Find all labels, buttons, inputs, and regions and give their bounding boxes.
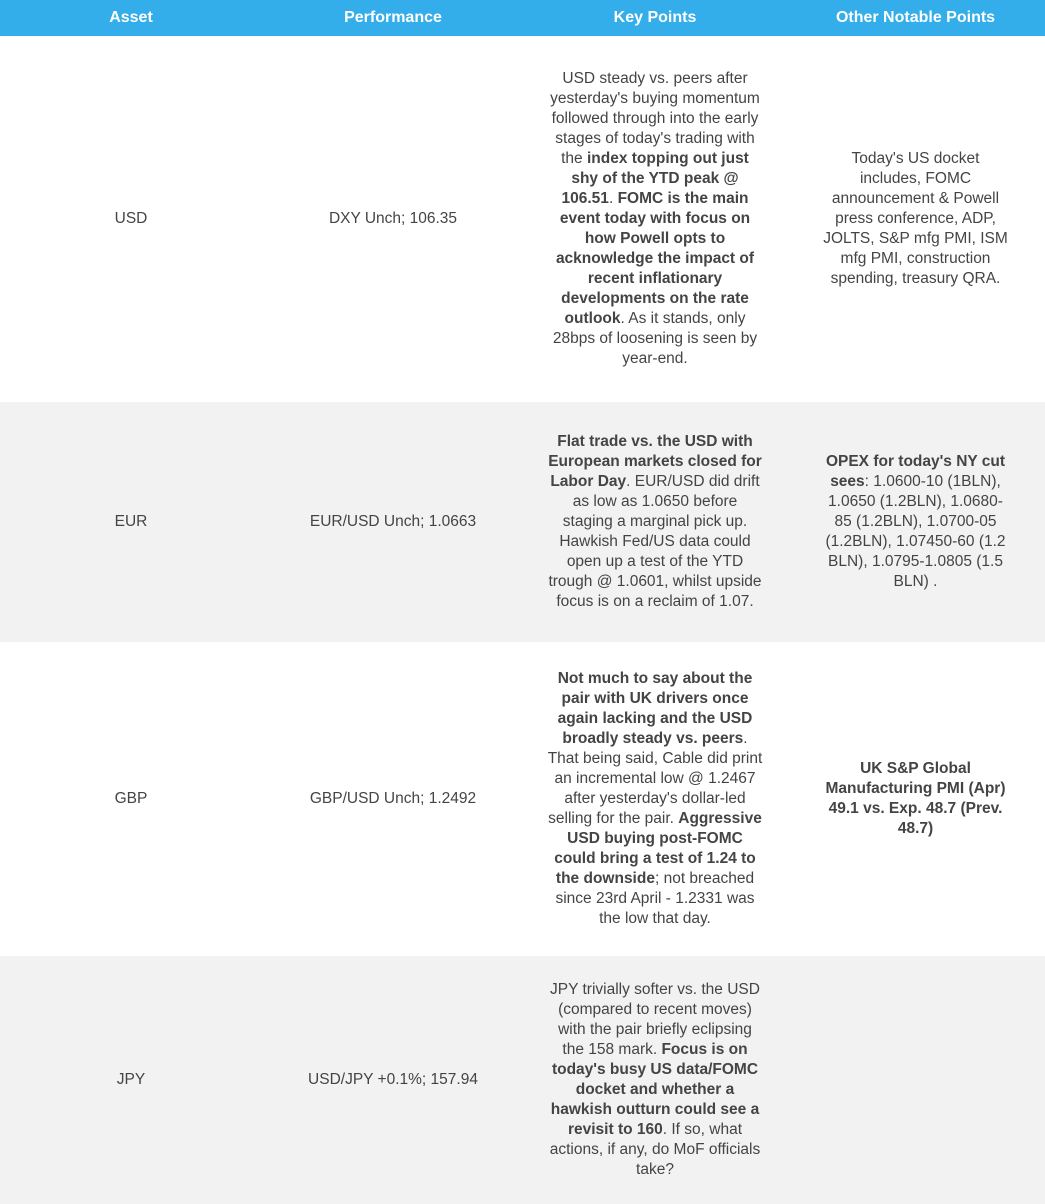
performance-cell: GBP/USD Unch; 1.2492 <box>262 642 524 956</box>
other-points-text: Today's US docket includes, FOMC announcement & Powell press conference, ADP, JOLTS, S&P mfg PMI, ISM mfg PMI, construction spending, treasury QRA. <box>823 150 1008 287</box>
other-points-cell <box>786 642 1045 956</box>
asset-cell: JPY <box>0 956 262 1204</box>
key-points-cell <box>524 402 786 642</box>
key-points-text: JPY trivially softer vs. the USD (compared to recent moves) with the pair briefly eclipsing the 158 mark. Focus is on today's busy US data/FOMC docket and whether a hawkish outturn could see a revisit to 160. If so, what actions, if any, do MoF officials take? <box>549 981 761 1178</box>
other-points-cell <box>786 402 1045 642</box>
header-other-notable-points: Other Notable Points <box>786 0 1045 36</box>
header-asset: Asset <box>0 0 262 36</box>
key-points-cell <box>524 956 786 1204</box>
table-row <box>0 956 1045 1204</box>
table-row <box>0 402 1045 642</box>
performance-cell: DXY Unch; 106.35 <box>262 36 524 402</box>
other-points-cell <box>786 956 1045 1204</box>
key-points-cell <box>524 642 786 956</box>
table-row <box>0 642 1045 956</box>
performance-cell: USD/JPY +0.1%; 157.94 <box>262 956 524 1204</box>
table-header-row <box>0 0 1045 36</box>
other-points-cell <box>786 36 1045 402</box>
table-row <box>0 36 1045 402</box>
header-performance: Performance <box>262 0 524 36</box>
asset-cell: EUR <box>0 402 262 642</box>
performance-cell: EUR/USD Unch; 1.0663 <box>262 402 524 642</box>
header-key-points: Key Points <box>524 0 786 36</box>
asset-cell: USD <box>0 36 262 402</box>
other-points-text: UK S&P Global Manufacturing PMI (Apr) 49.1 vs. Exp. 48.7 (Prev. 48.7) <box>825 760 1006 837</box>
key-points-text: Flat trade vs. the USD with European markets closed for Labor Day. EUR/USD did drift as low as 1.0650 before staging a marginal pick up. Hawkish Fed/US data could open up a test of the YTD trough @ 1.0601, whilst upside focus is on a reclaim of 1.07. <box>548 433 762 610</box>
key-points-cell <box>524 36 786 402</box>
asset-cell: GBP <box>0 642 262 956</box>
other-points-text: OPEX for today's NY cut sees: 1.0600-10 (1BLN), 1.0650 (1.2BLN), 1.0680-85 (1.2BLN), 1.0700-05 (1.2BLN), 1.07450-60 (1.2 BLN), 1.0795-1.0805 (1.5 BLN) . <box>825 453 1006 590</box>
key-points-text: USD steady vs. peers after yesterday's buying momentum followed through into the early stages of today's trading with the index topping out just shy of the YTD peak @ 106.51. FOMC is the main event today with focus on how Powell opts to acknowledge the impact of recent inflationary developments on the rate outlook. As it stands, only 28bps of loosening is seen by year-end. <box>550 70 760 367</box>
key-points-text: Not much to say about the pair with UK drivers once again lacking and the USD broadly steady vs. peers. That being said, Cable did print an incremental low @ 1.2467 after yesterday's dollar-led selling for the pair. Aggressive USD buying post-FOMC could bring a test of 1.24 to the downside; not breached since 23rd April - 1.2331 was the low that day. <box>547 670 763 927</box>
